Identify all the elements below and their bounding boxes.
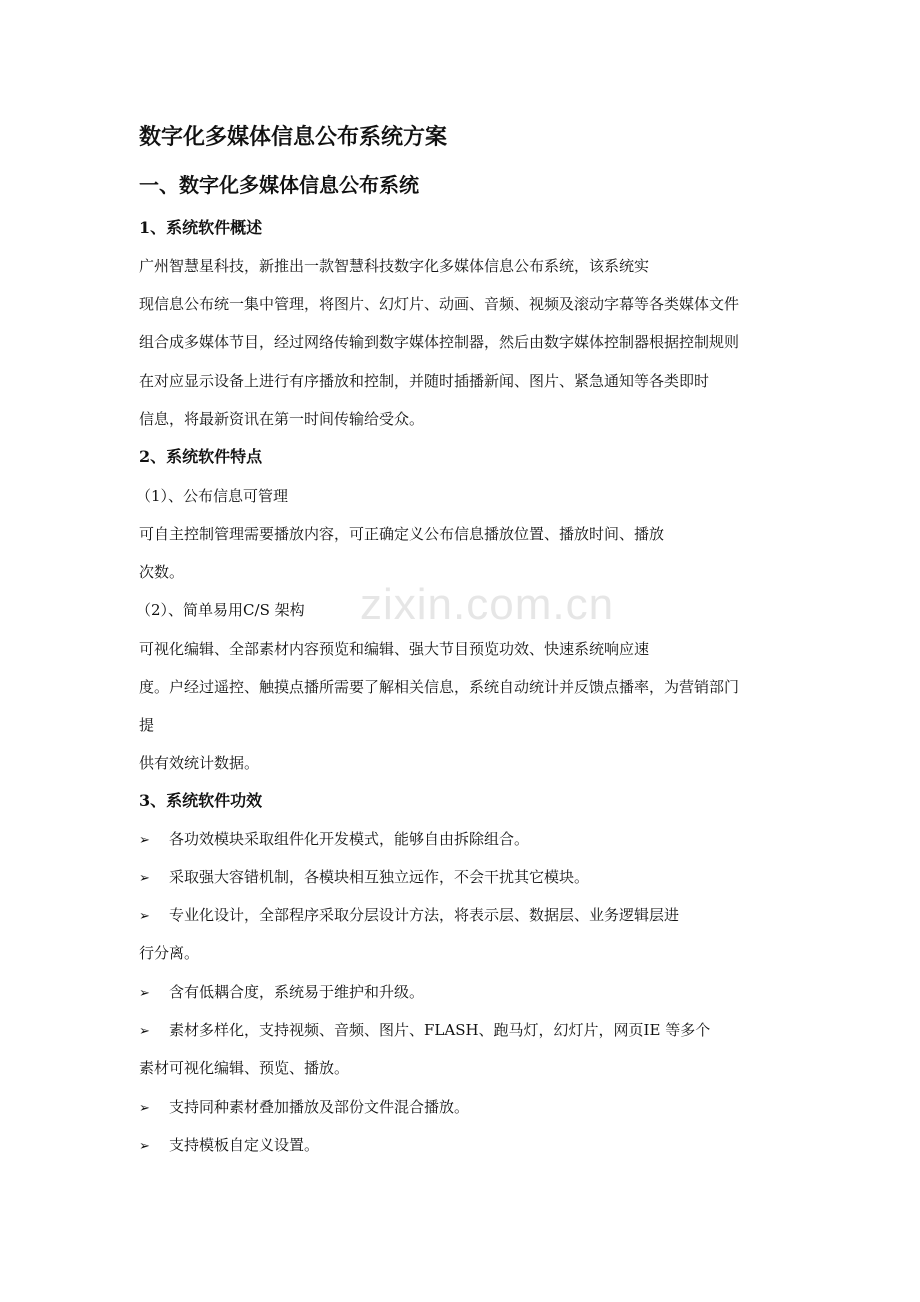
bullet-text: 各功效模块采取组件化开发模式，能够自由拆除组合。 xyxy=(169,830,530,848)
paragraph-line: 度。户经过遥控、触摸点播所需要了解相关信息，系统自动统计并反馈点播率，为营销部门 xyxy=(139,678,740,696)
section-heading-1: 一、数字化多媒体信息公布系统 xyxy=(139,173,419,197)
paragraph-line: 供有效统计数据。 xyxy=(139,754,260,772)
bullet-text: 支持模板自定义设置。 xyxy=(169,1136,320,1154)
arrow-bullet-icon: ➢ xyxy=(139,909,150,924)
arrow-bullet-icon: ➢ xyxy=(139,1139,150,1154)
bullet-continuation: 行分离。 xyxy=(139,944,200,962)
paragraph-line: 提 xyxy=(139,716,155,734)
paragraph-line: 广州智慧星科技，新推出一款智慧科技数字化多媒体信息公布系统，该系统实 xyxy=(139,257,650,275)
paragraph-line: 可自主控制管理需要播放内容，可正确定义公布信息播放位置、播放时间、播放 xyxy=(139,525,665,543)
arrow-bullet-icon: ➢ xyxy=(139,1101,150,1116)
paragraph-line: 次数。 xyxy=(139,563,185,581)
paragraph-line: 信息，将最新资讯在第一时间传输给受众。 xyxy=(139,410,425,428)
subsection-heading-3: 3、系统软件功效 xyxy=(139,791,263,810)
feature-title-1: （1）、公布信息可管理 xyxy=(136,487,289,505)
bullet-item xyxy=(139,867,589,889)
watermark: zixin.com.cn xyxy=(360,580,615,629)
feature-title-2: （2）、简单易用C/S 架构 xyxy=(136,601,305,619)
subsection-heading-1: 1、系统软件概述 xyxy=(139,218,263,237)
arrow-bullet-icon: ➢ xyxy=(139,986,150,1001)
paragraph-line: 可视化编辑、全部素材内容预览和编辑、强大节目预览功效、快速系统响应速 xyxy=(139,640,650,658)
bullet-item xyxy=(139,829,529,851)
paragraph-line: 组合成多媒体节目，经过网络传输到数字媒体控制器，然后由数字媒体控制器根据控制规则 xyxy=(139,333,740,351)
paragraph-line: 在对应显示设备上进行有序播放和控制，并随时插播新闻、图片、紧急通知等各类即时 xyxy=(139,372,710,390)
bullet-text: 含有低耦合度，系统易于维护和升级。 xyxy=(169,983,425,1001)
bullet-item xyxy=(139,982,424,1004)
paragraph-line: 现信息公布统一集中管理，将图片、幻灯片、动画、音频、视频及滚动字幕等各类媒体文件 xyxy=(139,295,740,313)
arrow-bullet-icon: ➢ xyxy=(139,871,150,886)
document-title: 数字化多媒体信息公布系统方案 xyxy=(139,124,448,150)
bullet-text: 支持同种素材叠加播放及部份文件混合播放。 xyxy=(169,1098,470,1116)
bullet-item xyxy=(139,1097,469,1119)
bullet-item xyxy=(139,1020,710,1042)
bullet-text: 专业化设计，全部程序采取分层设计方法，将表示层、数据层、业务逻辑层进 xyxy=(169,906,680,924)
bullet-text: 采取强大容错机制，各模块相互独立远作，不会干扰其它模块。 xyxy=(169,868,590,886)
bullet-text: 素材多样化，支持视频、音频、图片、FLASH、跑马灯，幻灯片，网页IE 等多个 xyxy=(169,1021,711,1039)
arrow-bullet-icon: ➢ xyxy=(139,833,150,848)
bullet-continuation: 素材可视化编辑、预览、播放。 xyxy=(139,1059,350,1077)
arrow-bullet-icon: ➢ xyxy=(139,1024,150,1039)
bullet-item xyxy=(139,905,679,927)
bullet-item xyxy=(139,1135,319,1157)
subsection-heading-2: 2、系统软件特点 xyxy=(139,447,263,466)
